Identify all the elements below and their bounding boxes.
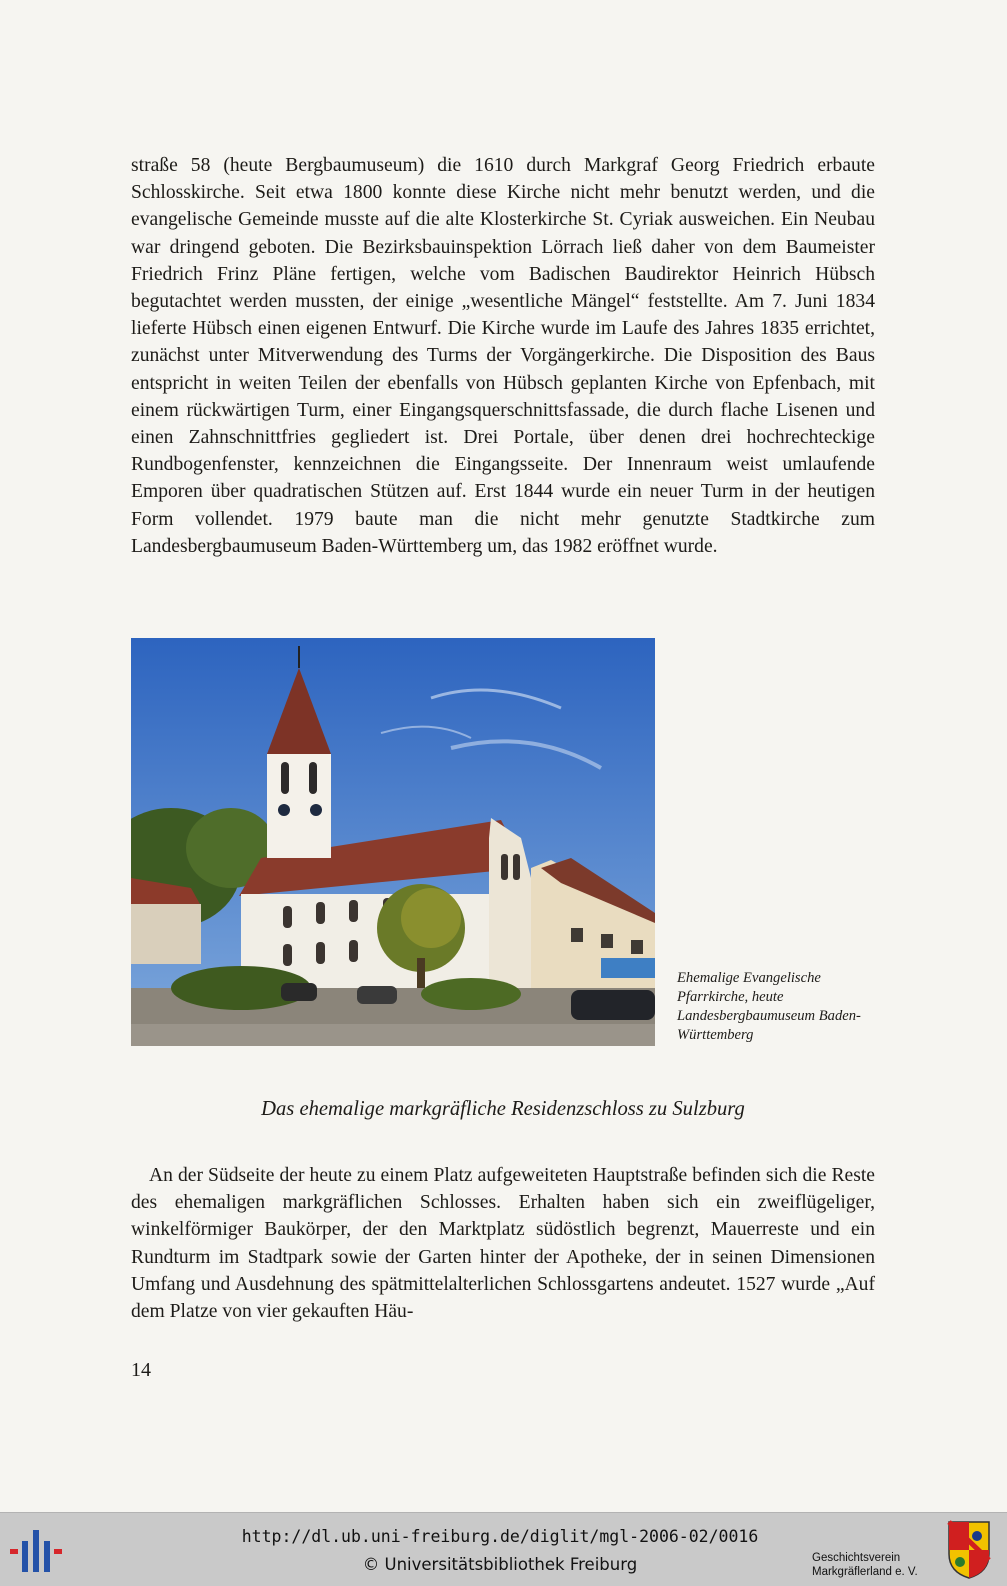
society-name-line-2: Markgräflerland e. V. [812,1566,918,1578]
church-photo [131,638,655,1046]
viewer-footer [0,1512,1007,1586]
figure-caption: Ehemalige Evangelische Pfarrkirche, heute Landesbergbaumuseum Baden-Württemberg [677,970,861,1043]
society-name [812,1551,940,1579]
copyright-notice: © Universitätsbibliothek Freiburg [362,1555,638,1574]
body-paragraph-1: straße 58 (heute Bergbaumuseum) die 1610 durch Markgraf Georg Friedrich erbaute Schlosskirche. Seit etwa 1800 konnte diese Kirche nicht mehr benutzt werden, und die evangelische Gemeinde musste auf die alte Klosterkirche St. Cyriak ausweichen. Ein Neubau war dringend geboten. Die Bezirksbauinspektion Lörrach ließ daher von dem Baumeister Friedrich Frinz Pläne fertigen, welche vom Badischen Baudirektor Heinrich Hübsch begutachtet werden mussten, der einige „wesentliche Mängel“ feststellte. Am 7. Juni 1834 lieferte Hübsch einen eigenen Entwurf. Die Kirche wurde im Laufe des Jahres 1835 errichtet, zunächst unter Mitverwendung des Turms der Vorgängerkirche. Die Disposition des Baus entspricht in weiten Teilen der ebenfalls von Hübsch geplanten Kirche von Epfenbach, mit einem rückwärtigen Turm, einer Eingangsquerschnittsfassade, die durch flache Lisenen und einen Zahnschnittfries gegliedert ist. Drei Portale, über denen drei hochrechteckige Rundbogenfenster, kennzeichnen die Eingangsseite. Der Innenraum weist umlaufende Emporen über quadratischen Stützen auf. Erst 1844 wurde ein neuer Turm in der heutigen Form vollendet. 1979 baute man die nicht mehr genutzte Stadtkirche zum Landesbergbaumuseum Baden-Württemberg um, das 1982 eröffnet wurde. [131,155,875,557]
section-heading: Das ehemalige markgräfliche Residenzschloss zu Sulzburg [261,1098,745,1120]
body-paragraph-2: An der Südseite der heute zu einem Platz aufgeweiteten Hauptstraße befinden sich die Reste des ehemaligen markgräflichen Schlosses. Erhalten haben sich ein zweiflügeliger, winkelförmiger Baukörper, der den Marktplatz südöstlich begrenzt, Mauerreste und ein Rundturm im Stadtpark sowie der Garten hinter der Apotheke, der in seinen Dimensionen Umfang und Ausdehnung des spätmittelalterlichen Schlossgartens andeutet. 1527 wurde „Auf dem Platze von vier gekauften Häu- [131,1165,875,1323]
document-url-link[interactable]: http://dl.ub.uni-freiburg.de/diglit/mgl-2006-02/0016 [241,1527,759,1546]
ub-freiburg-logo-icon[interactable] [10,1530,62,1572]
coat-of-arms-icon[interactable] [947,1520,991,1580]
society-name-line-1: Geschichtsverein [812,1552,901,1564]
page-number: 14 [131,1359,151,1381]
